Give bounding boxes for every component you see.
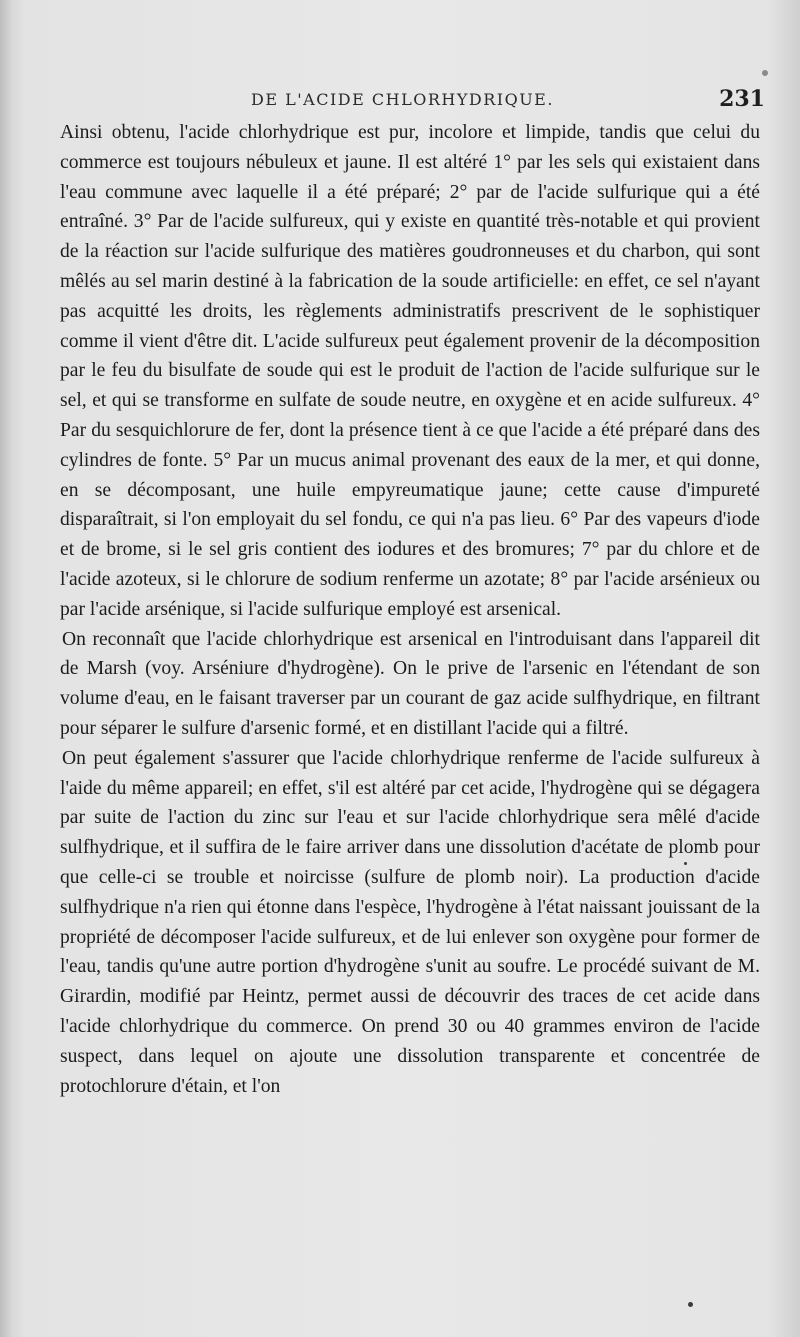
page-header (40, 86, 765, 118)
body-text (60, 118, 760, 1101)
paragraph-2: On reconnaît que l'acide chlorhydrique est arsenical en l'introduisant dans l'appareil dit de Marsh (voy. Arséniure d'hydrogène). On le prive de l'arsenic en l'étendant de son volume d'eau, en le faisant traverser par un courant de gaz acide sulfhydrique, en filtrant pour séparer le sulfure d'arsenic formé, et en distillant l'acide qui a filtré. (60, 628, 760, 739)
ink-speck (688, 1302, 693, 1307)
running-head: DE L'ACIDE CHLORHYDRIQUE. (251, 90, 554, 109)
scan-edge (0, 0, 14, 1337)
ink-speck (684, 862, 687, 865)
page-number: 231 (719, 86, 765, 112)
paragraph-3: On peut également s'assurer que l'acide chlorhydrique renferme de l'acide sulfureux à l'aide du même appareil; en effet, s'il est altéré par cet acide, l'hydrogène qui se dégagera par suite de l'action du zinc sur l'eau et sur l'acide chlorhydrique sera mêlé d'acide sulfhydrique, et il suffira de le faire arriver dans une dissolution d'acétate de plomb pour que celle-ci se trouble et noircisse (sulfure de plomb noir). La production d'acide sulfhydrique n'a rien qui étonne dans l'espèce, l'hydrogène à l'état naissant jouissant de la propriété de décomposer l'acide sulfureux, et de lui enlever son oxygène pour former de l'eau, tandis qu'une autre portion d'hydrogène s'unit au soufre. Le procédé suivant de M. Girardin, modifié par Heintz, permet aussi de découvrir des traces de cet acide dans l'acide chlorhydrique du commerce. On prend 30 ou 40 grammes environ de l'acide suspect, dans lequel on ajoute une dissolution transparente et concentrée de protochlorure d'étain, et l'on (60, 747, 760, 1097)
paragraph-1: Ainsi obtenu, l'acide chlorhydrique est pur, incolore et limpide, tandis que celui du commerce est toujours nébuleux et jaune. Il est altéré 1° par les sels qui existaient dans l'eau commune avec laquelle il a été préparé; 2° par de l'acide sulfurique qui a été entraîné. 3° Par de l'acide sulfureux, qui y existe en quantité très-notable et qui provient de la réaction sur l'acide sulfurique des matières goudronneuses et du charbon, qui sont mêlés au sel marin destiné à la fabrication de la soude artificielle: en effet, ce sel n'ayant pas acquitté les droits, les règlements administratifs prescrivent de le sophistiquer comme il vient d'être dit. L'acide sulfureux peut également provenir de la décomposition par le feu du bisulfate de soude qui est le produit de l'action de l'acide sulfurique sur le sel, et qui se transforme en sulfate de soude neutre, en oxygène et en acide sulfureux. 4° Par du sesquichlorure de fer, dont la présence tient à ce que l'acide a été préparé dans des cylindres de fonte. 5° Par un mucus animal provenant des eaux de la mer, et qui donne, en se décomposant, une huile empyreumatique jaune; cette cause d'impureté disparaîtrait, si l'on employait du sel fondu, ce qui n'a pas lieu. 6° Par des vapeurs d'iode et de brome, si le sel gris contient des iodures et des bromures; 7° par du chlore et de l'acide azoteux, si le chlorure de sodium renferme un azotate; 8° par l'acide arsénieux ou par l'acide arsénique, si l'acide sulfurique employé est arsenical. (60, 122, 760, 620)
ink-speck (762, 70, 768, 76)
